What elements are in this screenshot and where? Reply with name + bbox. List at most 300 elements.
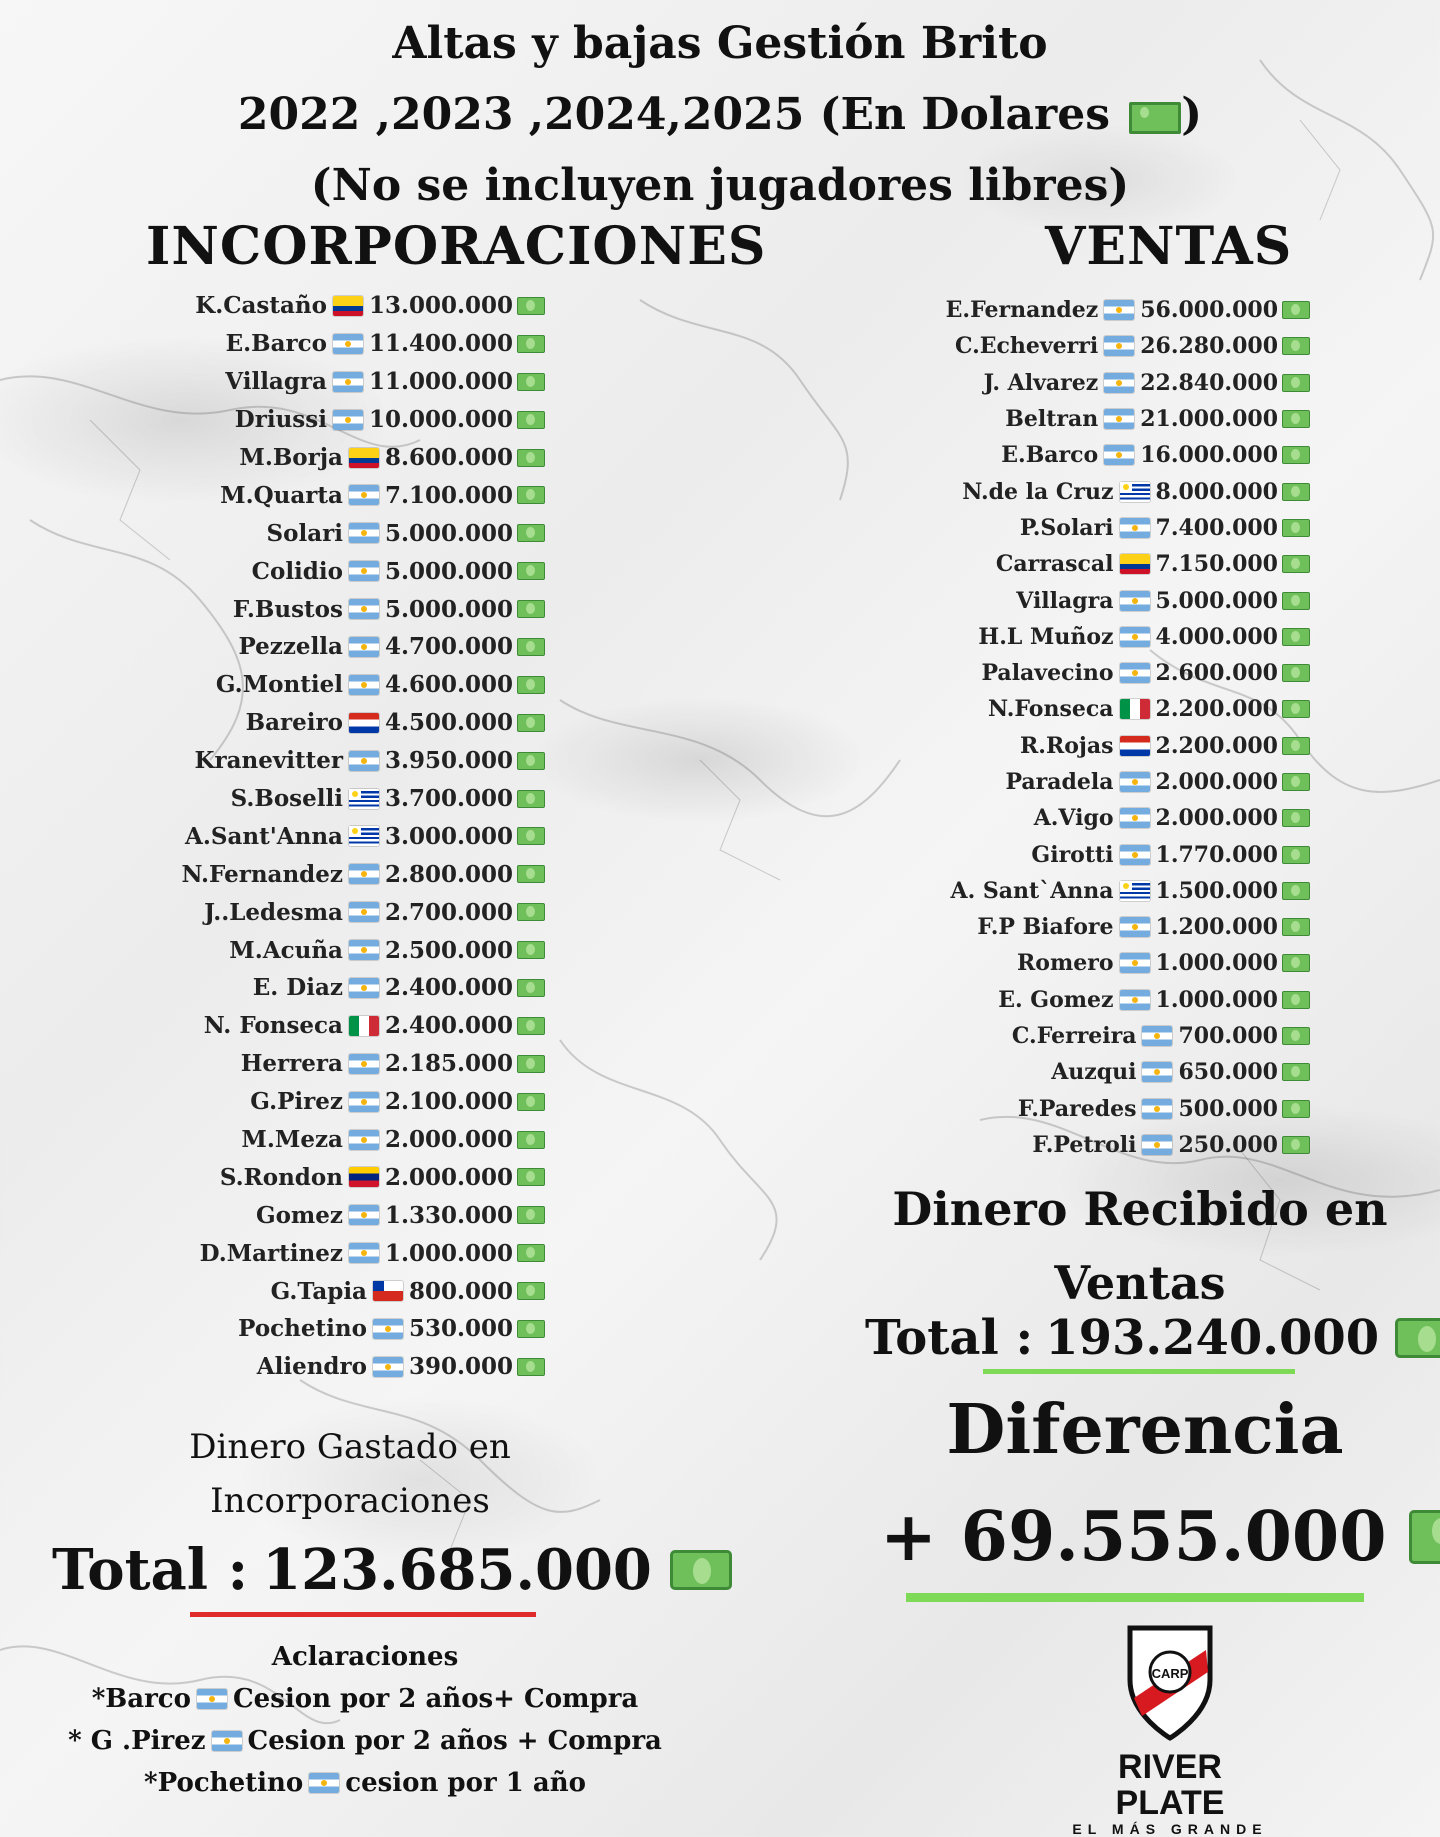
dollar-bill-icon — [1282, 954, 1310, 972]
incorporaciones-row — [120, 325, 545, 363]
argentina-flag — [309, 1773, 339, 1793]
incorporaciones-row — [120, 590, 545, 628]
transfer-amount: 2.000.000 — [384, 1163, 513, 1191]
argentina-flag — [349, 485, 379, 505]
dollar-bill-icon — [517, 1131, 545, 1149]
dollar-bill-icon — [1282, 918, 1310, 936]
transfer-amount: 4.600.000 — [384, 671, 513, 699]
dollar-bill-icon — [517, 676, 545, 694]
transfer-amount: 2.400.000 — [384, 1012, 513, 1040]
player-name: A. Sant`Anna — [950, 877, 1114, 904]
player-name: Carrascal — [995, 551, 1114, 578]
aclaracion-detail: Cesion por 2 años+ Compra — [232, 1684, 639, 1714]
argentina-flag — [1104, 373, 1134, 393]
dollar-bill-icon — [517, 1017, 545, 1035]
transfer-amount: 3.000.000 — [384, 822, 513, 850]
player-name: Pochetino — [238, 1315, 367, 1343]
dollar-bill-icon — [1282, 991, 1310, 1009]
incorporaciones-row — [120, 1310, 545, 1348]
argentina-flag — [1120, 953, 1150, 973]
argentina-flag — [197, 1689, 227, 1709]
transfer-amount: 5.000.000 — [384, 557, 513, 585]
dollar-bill-icon — [1395, 1318, 1440, 1358]
incorporaciones-row — [120, 969, 545, 1007]
dollar-bill-icon — [1282, 773, 1310, 791]
argentina-flag — [349, 1243, 379, 1263]
aclaracion-line — [60, 1720, 670, 1762]
incorporaciones-row — [120, 514, 545, 552]
argentina-flag — [373, 1319, 403, 1339]
argentina-flag — [333, 334, 363, 354]
player-name: Driussi — [234, 406, 327, 434]
incorporaciones-row — [120, 1196, 545, 1234]
transfer-amount: 7.150.000 — [1155, 551, 1278, 578]
ventas-row — [880, 619, 1310, 655]
transfer-amount: 1.330.000 — [384, 1201, 513, 1229]
diferencia-total — [880, 1495, 1440, 1579]
transfer-amount: 21.000.000 — [1140, 406, 1278, 433]
argentina-flag — [349, 1092, 379, 1112]
dollar-bill-icon — [517, 638, 545, 656]
player-name: Pezzella — [238, 633, 343, 661]
argentina-flag — [349, 1205, 379, 1225]
aclaracion-player: *Barco — [91, 1684, 191, 1714]
venezuela-flag — [349, 1167, 379, 1187]
dollar-bill-icon — [517, 1282, 545, 1300]
incorporaciones-row — [120, 704, 545, 742]
spent-total-label: Total : — [52, 1537, 249, 1603]
transfer-amount: 2.000.000 — [1155, 769, 1278, 795]
argentina-flag — [1120, 808, 1150, 828]
spent-total-value: 123.685.000 — [262, 1537, 652, 1603]
argentina-flag — [349, 561, 379, 581]
player-name: C.Echeverri — [954, 333, 1099, 360]
player-name: Auzqui — [1051, 1059, 1137, 1086]
transfer-amount: 11.000.000 — [368, 368, 513, 396]
uruguay-flag — [349, 826, 379, 846]
argentina-flag — [1120, 917, 1150, 937]
player-name: A.Sant'Anna — [185, 822, 343, 850]
dollar-bill-icon — [517, 1206, 545, 1224]
aclaracion-line — [60, 1678, 670, 1720]
incorporaciones-row — [120, 439, 545, 477]
transfer-amount: 2.200.000 — [1155, 696, 1278, 723]
uruguay-flag — [349, 789, 379, 809]
argentina-flag — [1104, 445, 1134, 465]
argentina-flag — [1120, 591, 1150, 611]
ventas-row — [880, 945, 1310, 981]
transfer-amount: 2.000.000 — [384, 1126, 513, 1154]
player-name: H.L Muñoz — [978, 623, 1114, 650]
colombia-flag — [349, 448, 379, 468]
incorporaciones-row — [120, 287, 545, 325]
ventas-row — [880, 1054, 1310, 1090]
transfer-amount: 56.000.000 — [1140, 297, 1278, 324]
paraguay-flag — [349, 713, 379, 733]
transfer-amount: 7.100.000 — [384, 481, 513, 509]
argentina-flag — [349, 599, 379, 619]
player-name: Colidio — [251, 557, 343, 585]
page-header — [0, 8, 1440, 221]
argentina-flag — [349, 1054, 379, 1074]
dollar-bill-icon — [517, 373, 545, 391]
diferencia-underline — [906, 1593, 1364, 1602]
page-title: Altas y bajas Gestión Brito — [392, 18, 1048, 69]
transfer-amount: 500.000 — [1178, 1095, 1278, 1122]
transfer-amount: 2.200.000 — [1155, 732, 1278, 759]
transfer-amount: 1.000.000 — [1155, 986, 1278, 1013]
transfer-amount: 700.000 — [1178, 1023, 1278, 1050]
ventas-row — [880, 546, 1310, 582]
incorporaciones-row — [120, 1083, 545, 1121]
dollar-bill-icon — [517, 411, 545, 429]
incorporaciones-row — [120, 817, 545, 855]
dollar-bill-icon — [1282, 519, 1310, 537]
incorporaciones-row — [120, 931, 545, 969]
argentina-flag — [349, 523, 379, 543]
dollar-bill-icon — [517, 1055, 545, 1073]
dollar-bill-icon — [1282, 555, 1310, 573]
ventas-row — [880, 473, 1310, 509]
spent-heading-line1: Dinero Gastado en — [189, 1427, 511, 1467]
ventas-row — [880, 1091, 1310, 1127]
argentina-flag — [1104, 409, 1134, 429]
argentina-flag — [212, 1731, 242, 1751]
dollar-bill-icon — [517, 714, 545, 732]
player-name: S.Rondon — [219, 1163, 343, 1191]
uruguay-flag — [1120, 482, 1150, 502]
received-heading-line2: Ventas — [1054, 1256, 1226, 1310]
dollar-bill-icon — [1282, 628, 1310, 646]
ventas-row — [880, 365, 1310, 401]
dollar-bill-icon — [1282, 1100, 1310, 1118]
player-name: M.Acuña — [229, 936, 343, 964]
dollar-bill-icon — [1282, 410, 1310, 428]
dollar-bill-icon — [517, 449, 545, 467]
transfer-amount: 650.000 — [1178, 1059, 1278, 1086]
received-total-label: Total : — [865, 1310, 1034, 1366]
transfer-amount: 22.840.000 — [1140, 369, 1278, 396]
received-total-underline — [983, 1369, 1295, 1374]
dollar-bill-icon — [1282, 483, 1310, 501]
transfer-amount: 8.600.000 — [384, 444, 513, 471]
dollar-bill-icon — [1282, 664, 1310, 682]
player-name: N.de la Cruz — [962, 478, 1114, 505]
transfer-amount: 2.500.000 — [384, 936, 513, 964]
transfer-amount: 530.000 — [408, 1315, 513, 1343]
transfer-amount: 16.000.000 — [1140, 442, 1278, 469]
player-name: Romero — [1017, 950, 1114, 977]
incorporaciones-row — [120, 1158, 545, 1196]
argentina-flag — [349, 940, 379, 960]
aclaracion-player: *Pochetino — [144, 1768, 304, 1798]
ventas-row — [880, 728, 1310, 764]
dollar-bill-icon — [1282, 301, 1310, 319]
player-name: P.Solari — [1019, 514, 1114, 541]
dollar-bill-icon — [1282, 374, 1310, 392]
dollar-bill-icon — [1282, 592, 1310, 610]
argentina-flag — [349, 978, 379, 998]
dollar-bill-icon — [1409, 1510, 1440, 1564]
dollar-bill-icon — [517, 903, 545, 921]
transfer-amount: 7.400.000 — [1155, 514, 1278, 541]
incorporaciones-list — [120, 287, 545, 1386]
incorporaciones-row — [120, 1234, 545, 1272]
dollar-bill-icon — [1282, 737, 1310, 755]
player-name: Gomez — [255, 1201, 343, 1229]
argentina-flag — [1120, 990, 1150, 1010]
argentina-flag — [349, 864, 379, 884]
dollar-bill-icon — [670, 1550, 732, 1590]
transfer-amount: 2.700.000 — [384, 898, 513, 926]
player-name: E.Fernandez — [945, 297, 1099, 324]
ventas-row — [880, 764, 1310, 800]
aclaraciones-title: Aclaraciones — [271, 1642, 459, 1672]
incorporaciones-row — [120, 855, 545, 893]
player-name: Herrera — [240, 1050, 343, 1078]
italy-flag — [1120, 699, 1150, 719]
dollar-bill-icon — [517, 486, 545, 504]
transfer-amount: 250.000 — [1178, 1131, 1278, 1158]
incorporaciones-row — [120, 552, 545, 590]
ventas-list — [880, 292, 1310, 1163]
argentina-flag — [1142, 1135, 1172, 1155]
transfer-amount: 4.500.000 — [384, 709, 513, 737]
dollar-bill-icon — [517, 297, 545, 315]
argentina-flag — [333, 410, 363, 430]
player-name: S.Boselli — [230, 785, 343, 813]
river-plate-logo — [1070, 1620, 1270, 1837]
incorporaciones-row — [120, 401, 545, 439]
transfer-amount: 2.600.000 — [1155, 660, 1278, 687]
player-name: G.Tapia — [270, 1277, 367, 1305]
ventas-row — [880, 401, 1310, 437]
dollar-bill-icon — [1282, 1027, 1310, 1045]
dollar-bill-icon — [1282, 700, 1310, 718]
ventas-row — [880, 328, 1310, 364]
received-total — [865, 1306, 1440, 1370]
received-heading-line1: Dinero Recibido en — [892, 1182, 1388, 1236]
aclaraciones — [60, 1636, 670, 1804]
player-name: Villagra — [225, 368, 327, 396]
player-name: E. Diaz — [252, 974, 343, 1002]
dollar-bill-icon — [517, 524, 545, 542]
page-subtitle-years — [0, 79, 1440, 150]
transfer-amount: 4.700.000 — [384, 633, 513, 661]
dollar-bill-icon — [1282, 1136, 1310, 1154]
ventas-row — [880, 982, 1310, 1018]
transfer-amount: 11.400.000 — [368, 330, 513, 358]
ventas-row — [880, 437, 1310, 473]
incorporaciones-row — [120, 1272, 545, 1310]
transfer-amount: 8.000.000 — [1155, 478, 1278, 505]
incorporaciones-row — [120, 742, 545, 780]
aclaracion-player: * G .Pirez — [68, 1726, 206, 1756]
ventas-row — [880, 1018, 1310, 1054]
player-name: M.Borja — [239, 444, 343, 471]
player-name: D.Martinez — [199, 1239, 343, 1267]
player-name: Palavecino — [981, 660, 1114, 687]
argentina-flag — [349, 675, 379, 695]
player-name: F.Paredes — [1017, 1095, 1137, 1122]
player-name: Beltran — [1005, 406, 1099, 433]
transfer-amount: 2.000.000 — [1155, 805, 1278, 832]
dollar-bill-icon — [517, 1358, 545, 1376]
transfer-amount: 800.000 — [408, 1277, 513, 1305]
argentina-flag — [1142, 1062, 1172, 1082]
spent-total-underline — [190, 1612, 536, 1617]
transfer-amount: 1.000.000 — [1155, 950, 1278, 977]
transfer-amount: 2.800.000 — [384, 860, 513, 888]
transfer-amount: 3.700.000 — [384, 785, 513, 813]
player-name: F.Bustos — [232, 595, 343, 623]
subtitle-close-paren: ) — [1181, 89, 1203, 140]
spent-heading-line2: Incorporaciones — [210, 1481, 490, 1521]
ventas-row — [880, 655, 1310, 691]
logo-brand: RIVER PLATE — [1115, 1748, 1225, 1822]
spent-total-heading — [150, 1420, 550, 1528]
dollar-bill-icon — [1282, 337, 1310, 355]
received-total-value: 193.240.000 — [1045, 1310, 1380, 1366]
transfer-amount: 390.000 — [408, 1353, 513, 1381]
dollar-bill-icon — [517, 1320, 545, 1338]
transfer-amount: 5.000.000 — [1155, 587, 1278, 614]
argentina-flag — [1120, 663, 1150, 683]
player-name: Aliendro — [256, 1353, 367, 1381]
argentina-flag — [333, 372, 363, 392]
player-name: C.Ferreira — [1011, 1023, 1137, 1050]
player-name: F.P Biafore — [977, 914, 1114, 941]
ventas-title: VENTAS — [1045, 216, 1293, 277]
player-name: E. Gomez — [998, 986, 1114, 1013]
subtitle-years-text: 2022 ,2023 ,2024,2025 (En Dolares — [237, 89, 1110, 140]
player-name: R.Rojas — [1020, 732, 1114, 759]
incorporaciones-row — [120, 363, 545, 401]
transfer-amount: 1.770.000 — [1155, 841, 1278, 868]
argentina-flag — [1104, 300, 1134, 320]
dollar-bill-icon — [517, 865, 545, 883]
italy-flag — [349, 1016, 379, 1036]
argentina-flag — [349, 637, 379, 657]
dollar-bill-icon — [517, 1168, 545, 1186]
transfer-amount: 4.000.000 — [1155, 623, 1278, 650]
player-name: G.Pirez — [250, 1088, 343, 1116]
transfer-amount: 2.100.000 — [384, 1088, 513, 1116]
player-name: E.Barco — [225, 330, 327, 358]
transfer-amount: 3.950.000 — [384, 747, 513, 775]
argentina-flag — [1104, 336, 1134, 356]
player-name: Paradela — [1005, 769, 1114, 795]
colombia-flag — [333, 296, 363, 316]
dollar-bill-icon — [1129, 102, 1181, 134]
incorporaciones-row — [120, 666, 545, 704]
diferencia-value: + 69.555.000 — [880, 1497, 1387, 1577]
ventas-row — [880, 800, 1310, 836]
dollar-bill-icon — [1282, 846, 1310, 864]
aclaracion-detail: Cesion por 2 años + Compra — [247, 1726, 662, 1756]
transfer-amount: 5.000.000 — [384, 519, 513, 547]
ventas-row — [880, 1127, 1310, 1163]
player-name: G.Montiel — [215, 671, 343, 699]
incorporaciones-row — [120, 628, 545, 666]
player-name: Kranevitter — [194, 747, 343, 775]
argentina-flag — [373, 1357, 403, 1377]
dollar-bill-icon — [517, 941, 545, 959]
dollar-bill-icon — [517, 752, 545, 770]
player-name: A.Vigo — [1033, 805, 1114, 832]
spent-total — [52, 1535, 732, 1605]
player-name: J..Ledesma — [204, 898, 343, 926]
incorporaciones-row — [120, 476, 545, 514]
transfer-amount: 1.500.000 — [1155, 877, 1278, 904]
dollar-bill-icon — [517, 1244, 545, 1262]
player-name: M.Meza — [241, 1126, 343, 1154]
player-name: Girotti — [1031, 841, 1114, 868]
logo-tagline: EL MÁS GRANDE — [1072, 1821, 1268, 1837]
dollar-bill-icon — [517, 335, 545, 353]
incorporaciones-row — [120, 1121, 545, 1159]
dollar-bill-icon — [1282, 1063, 1310, 1081]
player-name: N.Fonseca — [988, 696, 1114, 723]
player-name: F.Petroli — [1032, 1131, 1137, 1158]
dollar-bill-icon — [517, 562, 545, 580]
dollar-bill-icon — [1282, 809, 1310, 827]
dollar-bill-icon — [517, 600, 545, 618]
dollar-bill-icon — [1282, 446, 1310, 464]
player-name: E.Barco — [1001, 442, 1099, 469]
argentina-flag — [1120, 772, 1150, 792]
dollar-bill-icon — [517, 1093, 545, 1111]
transfer-amount: 13.000.000 — [368, 292, 513, 320]
transfer-amount: 1.200.000 — [1155, 914, 1278, 941]
transfer-amount: 26.280.000 — [1140, 333, 1278, 360]
dollar-bill-icon — [517, 979, 545, 997]
argentina-flag — [1120, 518, 1150, 538]
player-name: Villagra — [1016, 587, 1114, 614]
ventas-row — [880, 691, 1310, 727]
ventas-row — [880, 582, 1310, 618]
player-name: N.Fernandez — [181, 860, 343, 888]
transfer-amount: 1.000.000 — [384, 1239, 513, 1267]
incorporaciones-row — [120, 1348, 545, 1386]
player-name: Solari — [266, 519, 343, 547]
received-total-heading — [880, 1172, 1400, 1320]
transfer-amount: 10.000.000 — [368, 406, 513, 434]
player-name: N. Fonseca — [203, 1012, 343, 1040]
ventas-row — [880, 836, 1310, 872]
crest-letters: CARP — [1151, 1666, 1189, 1681]
player-name: Bareiro — [245, 709, 343, 737]
paraguay-flag — [1120, 736, 1150, 756]
dollar-bill-icon — [1282, 882, 1310, 900]
diferencia-title: Diferencia — [946, 1390, 1344, 1470]
incorporaciones-row — [120, 1007, 545, 1045]
player-name: M.Quarta — [220, 481, 343, 509]
argentina-flag — [349, 1130, 379, 1150]
argentina-flag — [349, 751, 379, 771]
transfer-amount: 5.000.000 — [384, 595, 513, 623]
incorporaciones-row — [120, 780, 545, 818]
transfer-amount: 2.400.000 — [384, 974, 513, 1002]
river-plate-crest — [1120, 1620, 1220, 1745]
incorporaciones-row — [120, 893, 545, 931]
argentina-flag — [1142, 1026, 1172, 1046]
ventas-row — [880, 292, 1310, 328]
transfer-amount: 2.185.000 — [384, 1050, 513, 1078]
argentina-flag — [1120, 845, 1150, 865]
argentina-flag — [1142, 1099, 1172, 1119]
dollar-bill-icon — [517, 827, 545, 845]
